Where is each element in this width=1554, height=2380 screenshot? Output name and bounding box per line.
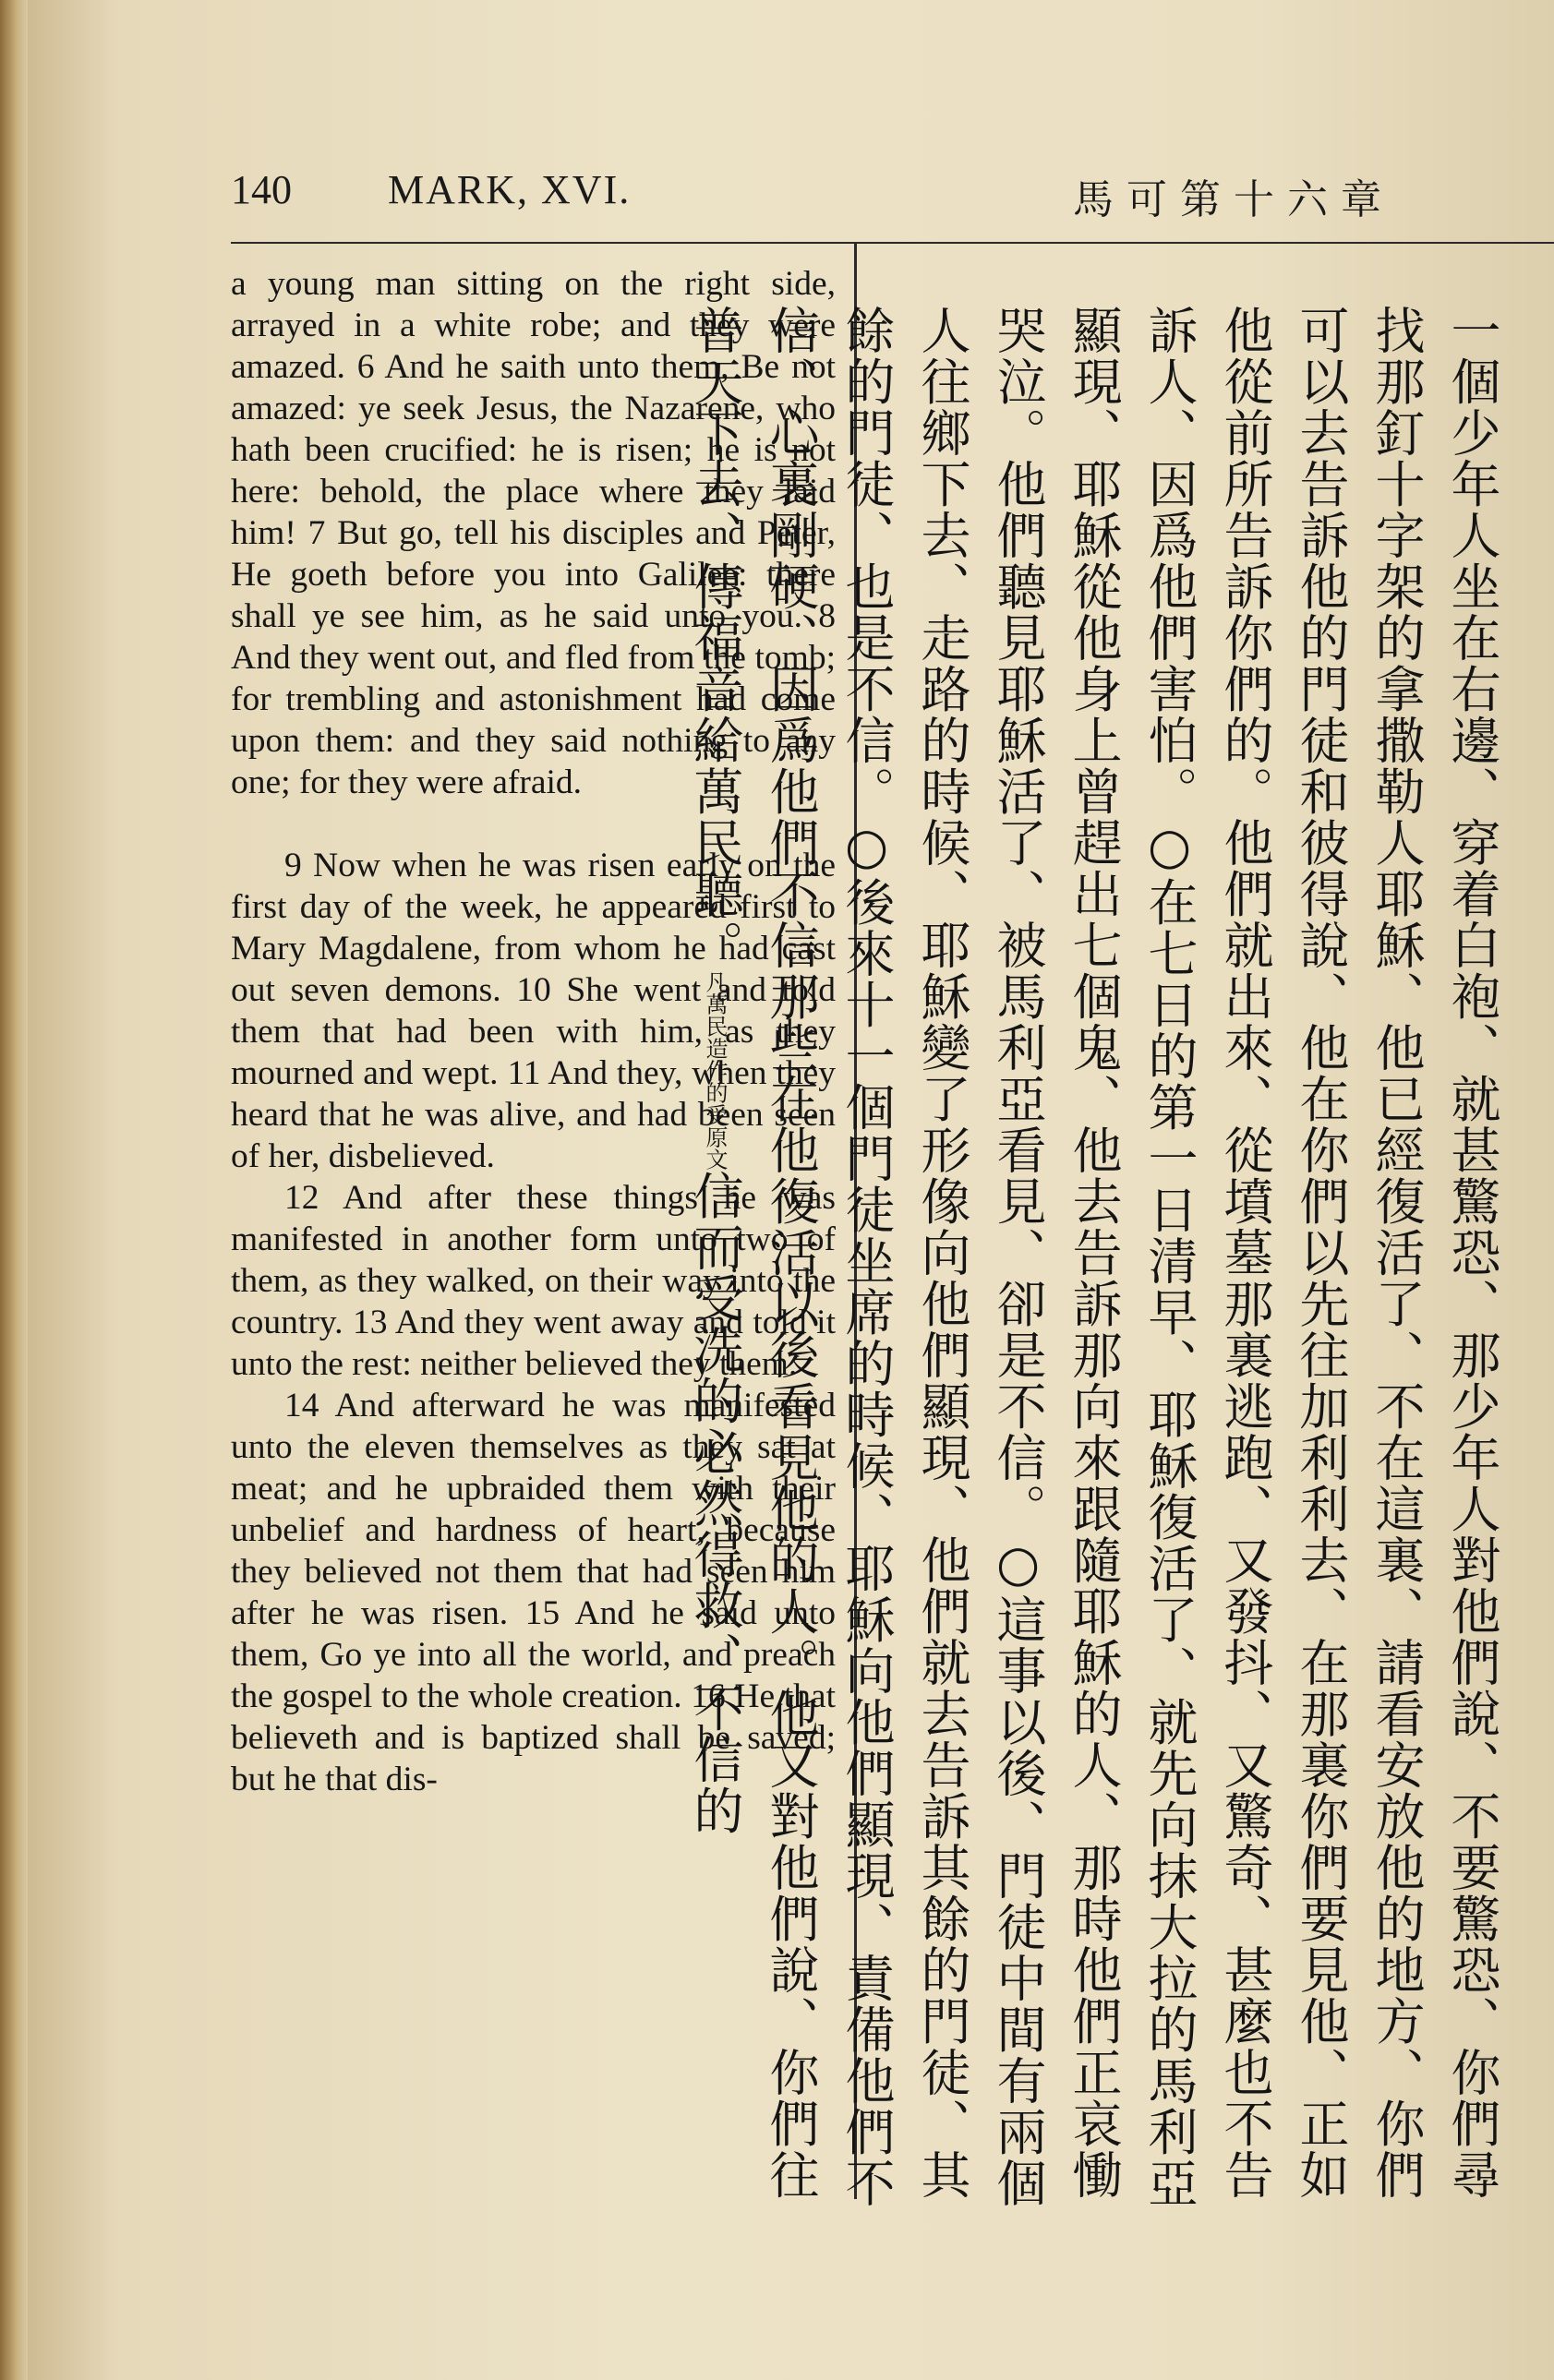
running-title-chinese: 馬可第十六章 — [1073, 176, 1394, 223]
english-paragraph: 12 And after these things he was manifested in another form unto two of them, as they walked, on their way into the country. 13 And they went away and told it unto the rest: neither believed they them. — [231, 1179, 836, 1383]
running-title-english: MARK, XVI. — [388, 167, 632, 212]
book-spine-edge — [0, 0, 28, 2380]
english-paragraph: 14 And afterward he was manifested unto the eleven themselves as they sat at meat; and he upbraided them with their unbelief and hardness of heart, because they believed not them that had seen him after he was risen. 15 And he said unto them, Go ye into all the world, and preach the gospel to the whole creation. 16 He that believeth and is baptized shall be saved; but he that dis- — [231, 1387, 836, 1798]
chinese-annotation: 凡萬民造作的受原文 — [702, 970, 728, 1171]
page-number: 140 — [231, 167, 292, 212]
chinese-text-column — [686, 305, 1510, 2216]
page-header — [212, 166, 1394, 231]
chinese-text: 信而受洗的必然得救、不信的 — [686, 1170, 744, 1836]
chinese-vertical-text — [677, 305, 1510, 2216]
english-paragraph: 9 Now when he was risen early on the first day of the week, he appeared first to Mary Magdalene, from whom he had cast out seven demons. 10 She went and told them that had been with him, as they mourned and wept. 11 And they, when they heard that he was alive, and had been seen of her, disbelieved. — [231, 847, 836, 1175]
chinese-text: 一個少年人坐在右邊、穿着白袍、就甚驚恐、那少年人對他們說、不要驚恐、你們尋找那釘十字架的拿撒勒人耶穌、他已經復活了、不在這裏、請看安放他的地方、你們可以去告訴他的門徒和彼得說、他在你們以先往加利利去、在那裏你們要見他、正如他從前所告訴你們的。他們就出來、從墳墓那裏逃跑、又發抖、又驚奇、甚麼也不告訴人、因爲他們害怕。○在七日的第一日清早、耶穌復活了、就先向抹大拉的馬利亞顯現、耶穌從他身上曾趕出七個鬼、他去告訴那向來跟隨耶穌的人、那時他們正哀慟哭泣。他們聽見耶穌活了、被馬利亞看見、卻是不信。○這事以後、門徒中間有兩個人往鄉下去、走路的時候、耶穌變了形像向他們顯現、他們就去告訴其餘的門徒、其餘的門徒、也是不信。○後來十一個門徒坐席的時候、耶穌向他們顯現、責備他們不信、心裏剛硬、因爲他們不信那些在他復活以後看見他的人。他又對他們說、你們往普天下去、傳福音給萬民聽。 — [686, 305, 1501, 2209]
english-paragraph: a young man sitting on the right side, arrayed in a white robe; and they were amazed. 6 And he saith unto them, Be not amazed: ye seek Jesus, the Nazarene, who hath been crucified: he is risen; he is not here: behold, the place where they laid him! 7 But go, tell his disciples and Peter, He goeth before you into Galilee: there shall ye see him, as he said unto you. 8 And they went out, and fled from the tomb; for trembling and astonishment had come upon them: and they said nothing to any one; for they were afraid. — [231, 265, 836, 801]
header-rule — [231, 242, 1554, 244]
